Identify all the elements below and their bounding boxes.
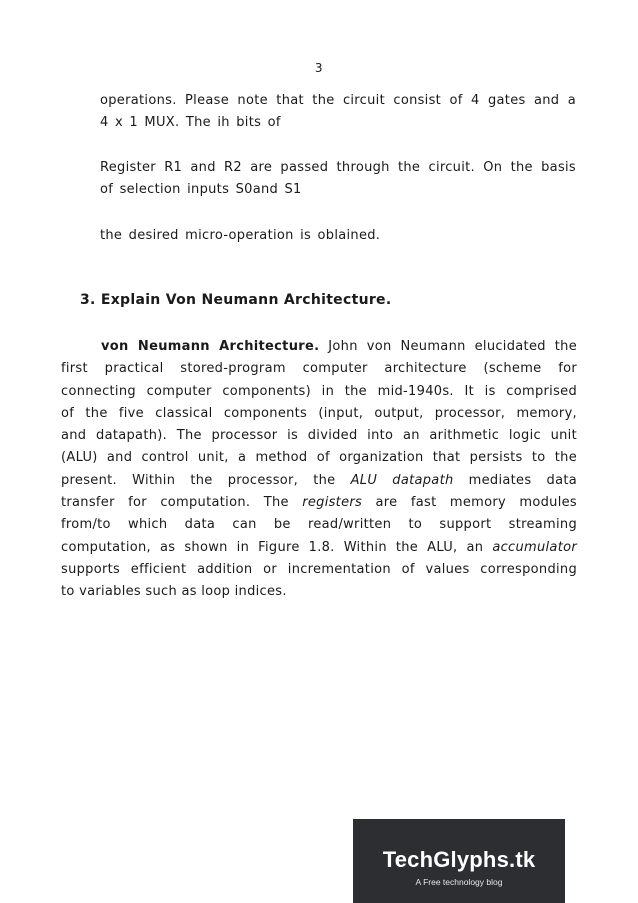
- page-number: 3: [314, 61, 324, 75]
- intro-paragraph-1: [100, 90, 576, 134]
- answer-line-10-a: computation, as shown in Figure 1.8. Within the ALU, an: [61, 539, 493, 555]
- answer-line-4: of the five classical components (input, output, processor, memory,: [61, 405, 577, 421]
- answer-line-10: [61, 537, 577, 559]
- answer-line-11: supports efficient addition or incrementation of values corresponding: [61, 561, 577, 577]
- logo-title: TechGlyphs.tk: [382, 847, 536, 872]
- answer-line-1: [61, 336, 577, 358]
- registers-term: registers: [302, 495, 363, 511]
- intro-p3-line-1: the desired micro-operation is oblained.: [100, 228, 381, 243]
- answer-lead-bold: von Neumann Architecture.: [101, 339, 320, 354]
- answer-line-2: first practical stored-program computer architecture (scheme for: [61, 361, 577, 377]
- logo-subtitle: A Free technology blog: [415, 877, 503, 887]
- techglyphs-logo[interactable]: [353, 819, 565, 903]
- accumulator-term: accumulator: [492, 539, 577, 555]
- answer-line-8-a: transfer for computation. The: [61, 495, 303, 511]
- answer-line-7-a: present. Within the processor, the: [61, 472, 351, 488]
- intro-paragraph-2: [100, 157, 576, 201]
- answer-line-5: and datapath). The processor is divided into an arithmetic logic unit: [61, 428, 577, 444]
- intro-paragraph-3: [100, 225, 576, 247]
- intro-p1-line-2: 4 x 1 MUX. The ih bits of: [100, 115, 281, 130]
- answer-line-6: (ALU) and control unit, a method of organization that persists to the: [61, 450, 577, 466]
- answer-line-8-b: are fast memory modules: [362, 495, 577, 511]
- answer-line-8: [61, 492, 577, 514]
- answer-line-12: to variables such as loop indices.: [61, 584, 287, 600]
- answer-line-7: [61, 470, 577, 492]
- intro-p1-line-1: operations. Please note that the circuit consist of 4 gates and a: [100, 93, 576, 108]
- answer-line-1-rest: John von Neumann elucidated the: [319, 339, 577, 354]
- alu-datapath-term: ALU datapath: [350, 472, 454, 488]
- answer-line-7-b: mediates data: [453, 472, 578, 488]
- answer-line-9: from/to which data can be read/written to support streaming: [61, 517, 577, 533]
- intro-p2-line-1: Register R1 and R2 are passed through the circuit. On the basis: [100, 160, 576, 175]
- intro-p2-line-2: of selection inputs S0and S1: [100, 182, 302, 197]
- answer-paragraph: [61, 336, 577, 604]
- question-heading: 3. Explain Von Neumann Architecture.: [80, 292, 392, 308]
- answer-line-3: connecting computer components) in the mid-1940s. It is comprised: [61, 383, 577, 399]
